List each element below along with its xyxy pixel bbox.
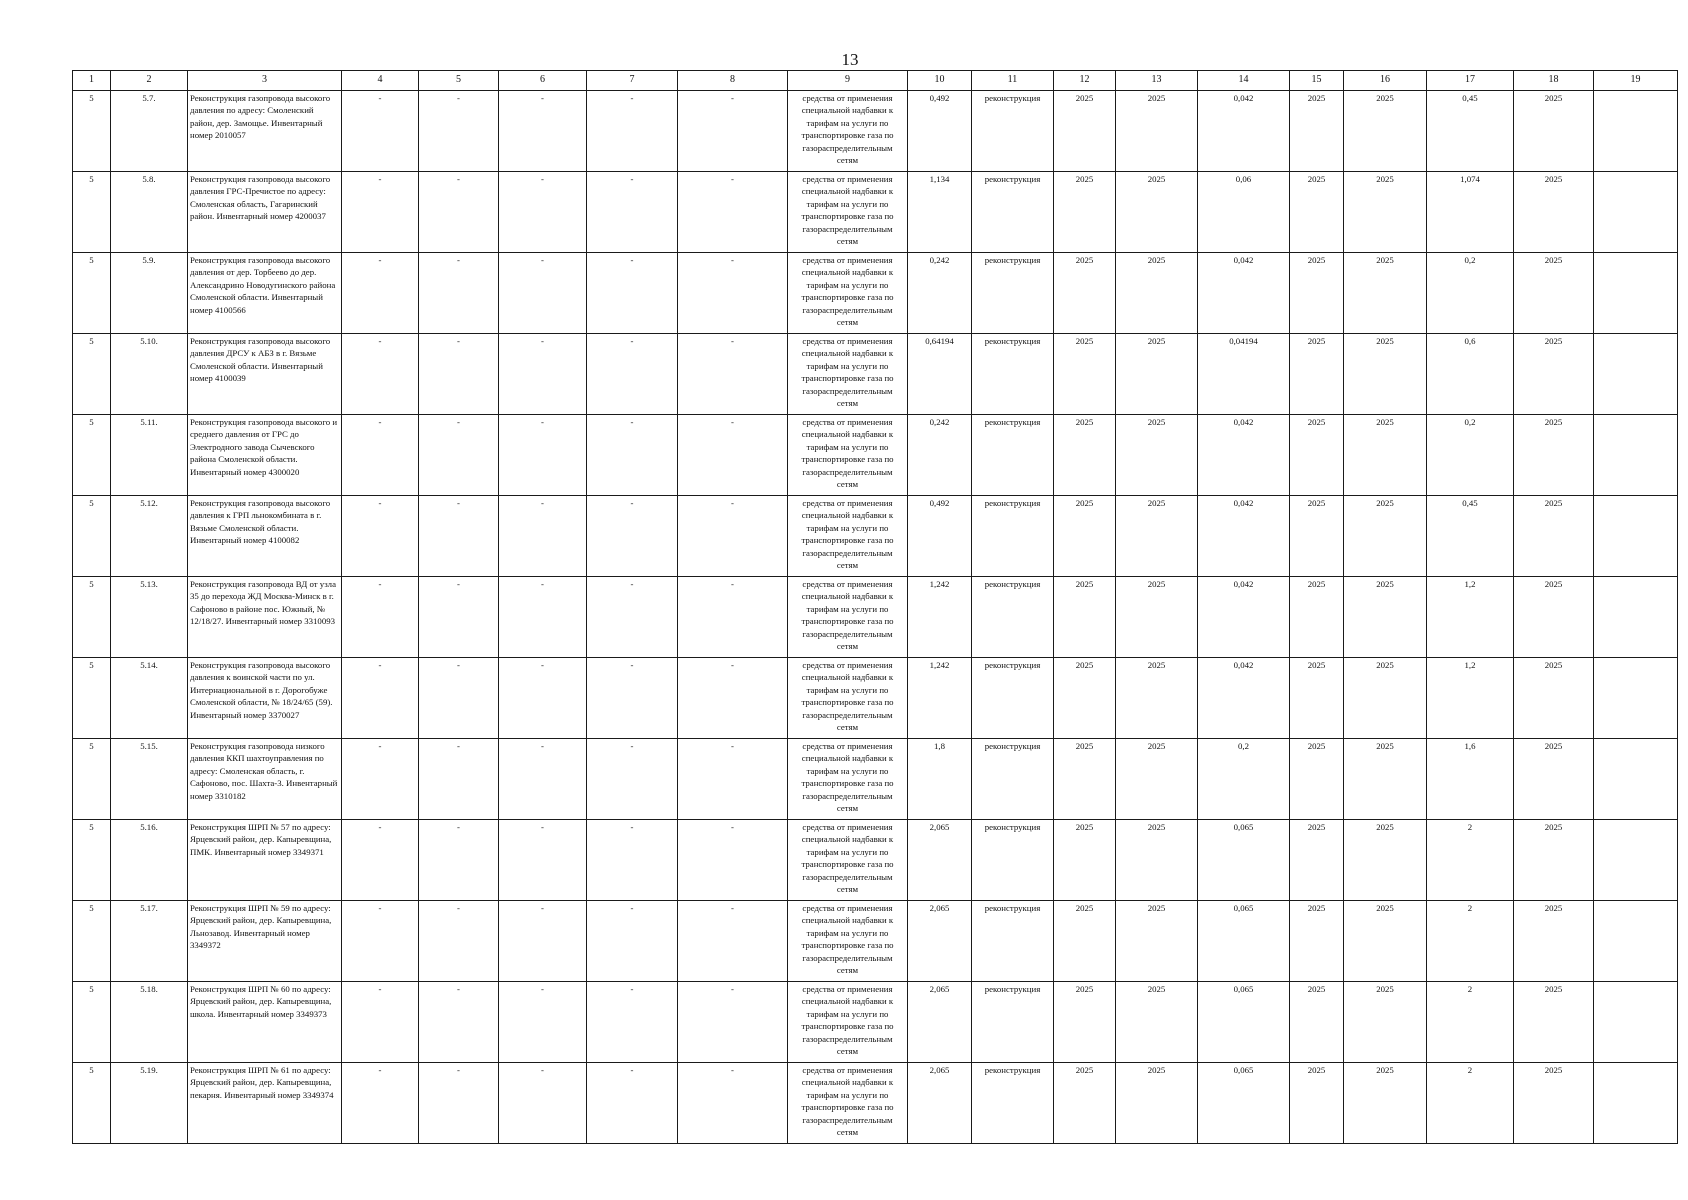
cost-cell: 2,065 (908, 1063, 972, 1144)
col7-cell: - (587, 1063, 678, 1144)
col18-year-cell: 2025 (1514, 253, 1594, 334)
table-row (73, 334, 1678, 415)
table-row (73, 577, 1678, 658)
col4-cell: - (342, 739, 419, 820)
cost-cell: 1,8 (908, 739, 972, 820)
col18-year-cell: 2025 (1514, 415, 1594, 496)
col5-cell: - (419, 658, 499, 739)
col4-cell: - (342, 577, 419, 658)
col6-cell: - (499, 334, 587, 415)
col16-year-cell: 2025 (1344, 739, 1427, 820)
col5-cell: - (419, 739, 499, 820)
column-header-9: 9 (788, 71, 908, 91)
col14-value-cell: 0,2 (1198, 739, 1290, 820)
col17-value-cell: 1,2 (1427, 577, 1514, 658)
col8-cell: - (678, 253, 788, 334)
col17-value-cell: 0,6 (1427, 334, 1514, 415)
item-number-cell: 5.14. (111, 658, 188, 739)
item-number-cell: 5.12. (111, 496, 188, 577)
section-number-cell: 5 (73, 577, 111, 658)
start-year-cell: 2025 (1054, 577, 1116, 658)
col6-cell: - (499, 253, 587, 334)
cost-cell: 2,065 (908, 982, 972, 1063)
item-number-cell: 5.8. (111, 172, 188, 253)
col18-year-cell: 2025 (1514, 172, 1594, 253)
funding-source-cell: средства от применения специальной надбавки к тарифам на услуги по транспортировке газа по газораспределительным сетям (788, 1063, 908, 1144)
col7-cell: - (587, 982, 678, 1063)
end-year-cell: 2025 (1116, 820, 1198, 901)
column-header-17: 17 (1427, 71, 1514, 91)
section-number-cell: 5 (73, 334, 111, 415)
col4-cell: - (342, 658, 419, 739)
col17-value-cell: 0,2 (1427, 415, 1514, 496)
column-header-3: 3 (188, 71, 342, 91)
table-row (73, 415, 1678, 496)
col19-cell (1594, 820, 1678, 901)
col8-cell: - (678, 496, 788, 577)
col15-year-cell: 2025 (1290, 982, 1344, 1063)
col15-year-cell: 2025 (1290, 91, 1344, 172)
col14-value-cell: 0,065 (1198, 901, 1290, 982)
funding-source-cell: средства от применения специальной надбавки к тарифам на услуги по транспортировке газа по газораспределительным сетям (788, 739, 908, 820)
col16-year-cell: 2025 (1344, 334, 1427, 415)
start-year-cell: 2025 (1054, 91, 1116, 172)
col14-value-cell: 0,065 (1198, 982, 1290, 1063)
col6-cell: - (499, 91, 587, 172)
col7-cell: - (587, 577, 678, 658)
col7-cell: - (587, 658, 678, 739)
col8-cell: - (678, 658, 788, 739)
work-type-cell: реконструкция (972, 496, 1054, 577)
item-number-cell: 5.15. (111, 739, 188, 820)
column-header-19: 19 (1594, 71, 1678, 91)
column-header-2: 2 (111, 71, 188, 91)
cost-cell: 1,242 (908, 577, 972, 658)
funding-source-cell: средства от применения специальной надбавки к тарифам на услуги по транспортировке газа по газораспределительным сетям (788, 901, 908, 982)
col19-cell (1594, 577, 1678, 658)
investment-program-table (72, 70, 1678, 1144)
table-row (73, 982, 1678, 1063)
item-number-cell: 5.13. (111, 577, 188, 658)
section-number-cell: 5 (73, 415, 111, 496)
col6-cell: - (499, 739, 587, 820)
end-year-cell: 2025 (1116, 91, 1198, 172)
col15-year-cell: 2025 (1290, 739, 1344, 820)
funding-source-cell: средства от применения специальной надбавки к тарифам на услуги по транспортировке газа по газораспределительным сетям (788, 334, 908, 415)
col18-year-cell: 2025 (1514, 739, 1594, 820)
col14-value-cell: 0,04194 (1198, 334, 1290, 415)
col18-year-cell: 2025 (1514, 820, 1594, 901)
funding-source-cell: средства от применения специальной надбавки к тарифам на услуги по транспортировке газа по газораспределительным сетям (788, 91, 908, 172)
work-type-cell: реконструкция (972, 901, 1054, 982)
col4-cell: - (342, 496, 419, 577)
work-type-cell: реконструкция (972, 334, 1054, 415)
cost-cell: 1,242 (908, 658, 972, 739)
section-number-cell: 5 (73, 1063, 111, 1144)
cost-cell: 2,065 (908, 901, 972, 982)
col17-value-cell: 1,6 (1427, 739, 1514, 820)
item-number-cell: 5.11. (111, 415, 188, 496)
column-header-10: 10 (908, 71, 972, 91)
end-year-cell: 2025 (1116, 658, 1198, 739)
col17-value-cell: 2 (1427, 982, 1514, 1063)
col7-cell: - (587, 334, 678, 415)
col16-year-cell: 2025 (1344, 901, 1427, 982)
col8-cell: - (678, 901, 788, 982)
col14-value-cell: 0,042 (1198, 658, 1290, 739)
section-number-cell: 5 (73, 658, 111, 739)
col16-year-cell: 2025 (1344, 658, 1427, 739)
col15-year-cell: 2025 (1290, 901, 1344, 982)
col7-cell: - (587, 901, 678, 982)
end-year-cell: 2025 (1116, 1063, 1198, 1144)
col16-year-cell: 2025 (1344, 253, 1427, 334)
item-number-cell: 5.9. (111, 253, 188, 334)
start-year-cell: 2025 (1054, 1063, 1116, 1144)
col15-year-cell: 2025 (1290, 496, 1344, 577)
cost-cell: 0,242 (908, 415, 972, 496)
col18-year-cell: 2025 (1514, 982, 1594, 1063)
col8-cell: - (678, 577, 788, 658)
work-type-cell: реконструкция (972, 982, 1054, 1063)
funding-source-cell: средства от применения специальной надбавки к тарифам на услуги по транспортировке газа по газораспределительным сетям (788, 658, 908, 739)
col5-cell: - (419, 1063, 499, 1144)
col14-value-cell: 0,065 (1198, 820, 1290, 901)
funding-source-cell: средства от применения специальной надбавки к тарифам на услуги по транспортировке газа по газораспределительным сетям (788, 172, 908, 253)
section-number-cell: 5 (73, 820, 111, 901)
column-header-11: 11 (972, 71, 1054, 91)
col17-value-cell: 0,45 (1427, 496, 1514, 577)
start-year-cell: 2025 (1054, 820, 1116, 901)
col18-year-cell: 2025 (1514, 901, 1594, 982)
col18-year-cell: 2025 (1514, 577, 1594, 658)
work-type-cell: реконструкция (972, 253, 1054, 334)
end-year-cell: 2025 (1116, 415, 1198, 496)
col4-cell: - (342, 1063, 419, 1144)
column-header-13: 13 (1116, 71, 1198, 91)
col16-year-cell: 2025 (1344, 91, 1427, 172)
table-row (73, 739, 1678, 820)
col7-cell: - (587, 172, 678, 253)
end-year-cell: 2025 (1116, 172, 1198, 253)
section-number-cell: 5 (73, 982, 111, 1063)
work-type-cell: реконструкция (972, 91, 1054, 172)
funding-source-cell: средства от применения специальной надбавки к тарифам на услуги по транспортировке газа по газораспределительным сетям (788, 253, 908, 334)
col15-year-cell: 2025 (1290, 415, 1344, 496)
col4-cell: - (342, 820, 419, 901)
col19-cell (1594, 172, 1678, 253)
col14-value-cell: 0,042 (1198, 415, 1290, 496)
col6-cell: - (499, 496, 587, 577)
col6-cell: - (499, 901, 587, 982)
col17-value-cell: 1,074 (1427, 172, 1514, 253)
project-name-cell: Реконструкция газопровода высокого давления к ГРП льнокомбината в г. Вязьме Смоленской области. Инвентарный номер 4100082 (188, 496, 342, 577)
col7-cell: - (587, 496, 678, 577)
col6-cell: - (499, 415, 587, 496)
col16-year-cell: 2025 (1344, 496, 1427, 577)
cost-cell: 0,242 (908, 253, 972, 334)
cost-cell: 2,065 (908, 820, 972, 901)
item-number-cell: 5.16. (111, 820, 188, 901)
section-number-cell: 5 (73, 253, 111, 334)
project-name-cell: Реконструкция газопровода высокого давления ГРС-Пречистое по адресу: Смоленская область, Гагаринский район. Инвентарный номер 4200037 (188, 172, 342, 253)
table-row (73, 253, 1678, 334)
table-row (73, 901, 1678, 982)
col8-cell: - (678, 91, 788, 172)
project-name-cell: Реконструкция газопровода высокого и среднего давления от ГРС до Электродного завода Сычевского района Смоленской области. Инвентарный номер 4300020 (188, 415, 342, 496)
column-header-1: 1 (73, 71, 111, 91)
funding-source-cell: средства от применения специальной надбавки к тарифам на услуги по транспортировке газа по газораспределительным сетям (788, 982, 908, 1063)
col19-cell (1594, 415, 1678, 496)
col18-year-cell: 2025 (1514, 658, 1594, 739)
col18-year-cell: 2025 (1514, 91, 1594, 172)
table-row (73, 172, 1678, 253)
col18-year-cell: 2025 (1514, 334, 1594, 415)
project-name-cell: Реконструкция ШРП № 61 по адресу: Ярцевский район, дер. Капыревщина, пекарня. Инвентарный номер 3349374 (188, 1063, 342, 1144)
col14-value-cell: 0,042 (1198, 91, 1290, 172)
col4-cell: - (342, 334, 419, 415)
cost-cell: 0,492 (908, 91, 972, 172)
section-number-cell: 5 (73, 739, 111, 820)
col14-value-cell: 0,042 (1198, 253, 1290, 334)
project-name-cell: Реконструкция газопровода низкого давления ККП шахтоуправления по адресу: Смоленская область, г. Сафоново, пос. Шахта-3. Инвентарный номер 3310182 (188, 739, 342, 820)
col7-cell: - (587, 739, 678, 820)
project-name-cell: Реконструкция газопровода высокого давления ДРСУ к АБЗ в г. Вязьме Смоленской области. Инвентарный номер 4100039 (188, 334, 342, 415)
col19-cell (1594, 91, 1678, 172)
end-year-cell: 2025 (1116, 901, 1198, 982)
project-name-cell: Реконструкция ШРП № 57 по адресу: Ярцевский район, дер. Капыревщина, ПМК. Инвентарный номер 3349371 (188, 820, 342, 901)
section-number-cell: 5 (73, 496, 111, 577)
col7-cell: - (587, 415, 678, 496)
column-header-16: 16 (1344, 71, 1427, 91)
col4-cell: - (342, 901, 419, 982)
end-year-cell: 2025 (1116, 496, 1198, 577)
end-year-cell: 2025 (1116, 982, 1198, 1063)
project-name-cell: Реконструкция ШРП № 60 по адресу: Ярцевский район, дер. Капыревщина, школа. Инвентарный номер 3349373 (188, 982, 342, 1063)
project-name-cell: Реконструкция газопровода высокого давления от дер. Торбеево до дер. Александрино Новодугинского района Смоленской области. Инвентарный номер 4100566 (188, 253, 342, 334)
start-year-cell: 2025 (1054, 172, 1116, 253)
section-number-cell: 5 (73, 91, 111, 172)
col5-cell: - (419, 496, 499, 577)
end-year-cell: 2025 (1116, 334, 1198, 415)
col4-cell: - (342, 415, 419, 496)
funding-source-cell: средства от применения специальной надбавки к тарифам на услуги по транспортировке газа по газораспределительным сетям (788, 496, 908, 577)
col17-value-cell: 2 (1427, 1063, 1514, 1144)
col17-value-cell: 2 (1427, 820, 1514, 901)
table-row (73, 820, 1678, 901)
col15-year-cell: 2025 (1290, 334, 1344, 415)
end-year-cell: 2025 (1116, 739, 1198, 820)
col16-year-cell: 2025 (1344, 415, 1427, 496)
col19-cell (1594, 739, 1678, 820)
col5-cell: - (419, 91, 499, 172)
col16-year-cell: 2025 (1344, 577, 1427, 658)
col15-year-cell: 2025 (1290, 820, 1344, 901)
item-number-cell: 5.17. (111, 901, 188, 982)
col17-value-cell: 0,2 (1427, 253, 1514, 334)
col6-cell: - (499, 172, 587, 253)
table-body (73, 91, 1678, 1144)
table-row (73, 1063, 1678, 1144)
cost-cell: 0,492 (908, 496, 972, 577)
section-number-cell: 5 (73, 172, 111, 253)
col17-value-cell: 1,2 (1427, 658, 1514, 739)
col8-cell: - (678, 820, 788, 901)
col19-cell (1594, 982, 1678, 1063)
col14-value-cell: 0,042 (1198, 496, 1290, 577)
col19-cell (1594, 253, 1678, 334)
col6-cell: - (499, 1063, 587, 1144)
column-header-6: 6 (499, 71, 587, 91)
col15-year-cell: 2025 (1290, 172, 1344, 253)
col4-cell: - (342, 253, 419, 334)
start-year-cell: 2025 (1054, 415, 1116, 496)
col5-cell: - (419, 334, 499, 415)
column-header-5: 5 (419, 71, 499, 91)
col7-cell: - (587, 91, 678, 172)
start-year-cell: 2025 (1054, 334, 1116, 415)
start-year-cell: 2025 (1054, 496, 1116, 577)
col8-cell: - (678, 172, 788, 253)
col4-cell: - (342, 982, 419, 1063)
project-name-cell: Реконструкция газопровода ВД от узла 35 до перехода ЖД Москва-Минск в г. Сафоново в районе пос. Южный, № 12/18/27. Инвентарный номер 3310093 (188, 577, 342, 658)
column-number-header-row (73, 71, 1678, 91)
col15-year-cell: 2025 (1290, 1063, 1344, 1144)
table-row (73, 496, 1678, 577)
col5-cell: - (419, 982, 499, 1063)
col17-value-cell: 2 (1427, 901, 1514, 982)
column-header-8: 8 (678, 71, 788, 91)
col8-cell: - (678, 415, 788, 496)
column-header-7: 7 (587, 71, 678, 91)
col6-cell: - (499, 982, 587, 1063)
project-name-cell: Реконструкция газопровода высокого давления по адресу: Смоленский район, дер. Замощье. Инвентарный номер 2010057 (188, 91, 342, 172)
start-year-cell: 2025 (1054, 901, 1116, 982)
col4-cell: - (342, 91, 419, 172)
col19-cell (1594, 901, 1678, 982)
cost-cell: 0,64194 (908, 334, 972, 415)
project-name-cell: Реконструкция газопровода высокого давления к воинской части по ул. Интернациональной в г. Дорогобуже Смоленской области, № 18/24/65 (59). Инвентарный номер 3370027 (188, 658, 342, 739)
col5-cell: - (419, 172, 499, 253)
col16-year-cell: 2025 (1344, 982, 1427, 1063)
start-year-cell: 2025 (1054, 739, 1116, 820)
column-header-12: 12 (1054, 71, 1116, 91)
project-name-cell: Реконструкция ШРП № 59 по адресу: Ярцевский район, дер. Капыревщина, Льнозавод. Инвентарный номер 3349372 (188, 901, 342, 982)
start-year-cell: 2025 (1054, 658, 1116, 739)
col5-cell: - (419, 820, 499, 901)
item-number-cell: 5.10. (111, 334, 188, 415)
work-type-cell: реконструкция (972, 1063, 1054, 1144)
col14-value-cell: 0,06 (1198, 172, 1290, 253)
col5-cell: - (419, 577, 499, 658)
col6-cell: - (499, 820, 587, 901)
col5-cell: - (419, 415, 499, 496)
col8-cell: - (678, 982, 788, 1063)
col19-cell (1594, 334, 1678, 415)
work-type-cell: реконструкция (972, 172, 1054, 253)
work-type-cell: реконструкция (972, 658, 1054, 739)
col16-year-cell: 2025 (1344, 172, 1427, 253)
col14-value-cell: 0,065 (1198, 1063, 1290, 1144)
col8-cell: - (678, 1063, 788, 1144)
end-year-cell: 2025 (1116, 577, 1198, 658)
end-year-cell: 2025 (1116, 253, 1198, 334)
col14-value-cell: 0,042 (1198, 577, 1290, 658)
page-number: 13 (841, 50, 859, 69)
col18-year-cell: 2025 (1514, 496, 1594, 577)
col19-cell (1594, 1063, 1678, 1144)
col16-year-cell: 2025 (1344, 820, 1427, 901)
column-header-14: 14 (1198, 71, 1290, 91)
cost-cell: 1,134 (908, 172, 972, 253)
col15-year-cell: 2025 (1290, 658, 1344, 739)
col19-cell (1594, 496, 1678, 577)
item-number-cell: 5.7. (111, 91, 188, 172)
col8-cell: - (678, 739, 788, 820)
start-year-cell: 2025 (1054, 253, 1116, 334)
col15-year-cell: 2025 (1290, 577, 1344, 658)
work-type-cell: реконструкция (972, 415, 1054, 496)
item-number-cell: 5.18. (111, 982, 188, 1063)
col17-value-cell: 0,45 (1427, 91, 1514, 172)
funding-source-cell: средства от применения специальной надбавки к тарифам на услуги по транспортировке газа по газораспределительным сетям (788, 415, 908, 496)
col4-cell: - (342, 172, 419, 253)
column-header-15: 15 (1290, 71, 1344, 91)
col6-cell: - (499, 577, 587, 658)
column-header-4: 4 (342, 71, 419, 91)
work-type-cell: реконструкция (972, 577, 1054, 658)
work-type-cell: реконструкция (972, 820, 1054, 901)
col7-cell: - (587, 820, 678, 901)
start-year-cell: 2025 (1054, 982, 1116, 1063)
section-number-cell: 5 (73, 901, 111, 982)
col7-cell: - (587, 253, 678, 334)
item-number-cell: 5.19. (111, 1063, 188, 1144)
col5-cell: - (419, 253, 499, 334)
work-type-cell: реконструкция (972, 739, 1054, 820)
col15-year-cell: 2025 (1290, 253, 1344, 334)
funding-source-cell: средства от применения специальной надбавки к тарифам на услуги по транспортировке газа по газораспределительным сетям (788, 820, 908, 901)
col5-cell: - (419, 901, 499, 982)
table-row (73, 91, 1678, 172)
col16-year-cell: 2025 (1344, 1063, 1427, 1144)
col18-year-cell: 2025 (1514, 1063, 1594, 1144)
funding-source-cell: средства от применения специальной надбавки к тарифам на услуги по транспортировке газа по газораспределительным сетям (788, 577, 908, 658)
col19-cell (1594, 658, 1678, 739)
col6-cell: - (499, 658, 587, 739)
column-header-18: 18 (1514, 71, 1594, 91)
table-row (73, 658, 1678, 739)
col8-cell: - (678, 334, 788, 415)
